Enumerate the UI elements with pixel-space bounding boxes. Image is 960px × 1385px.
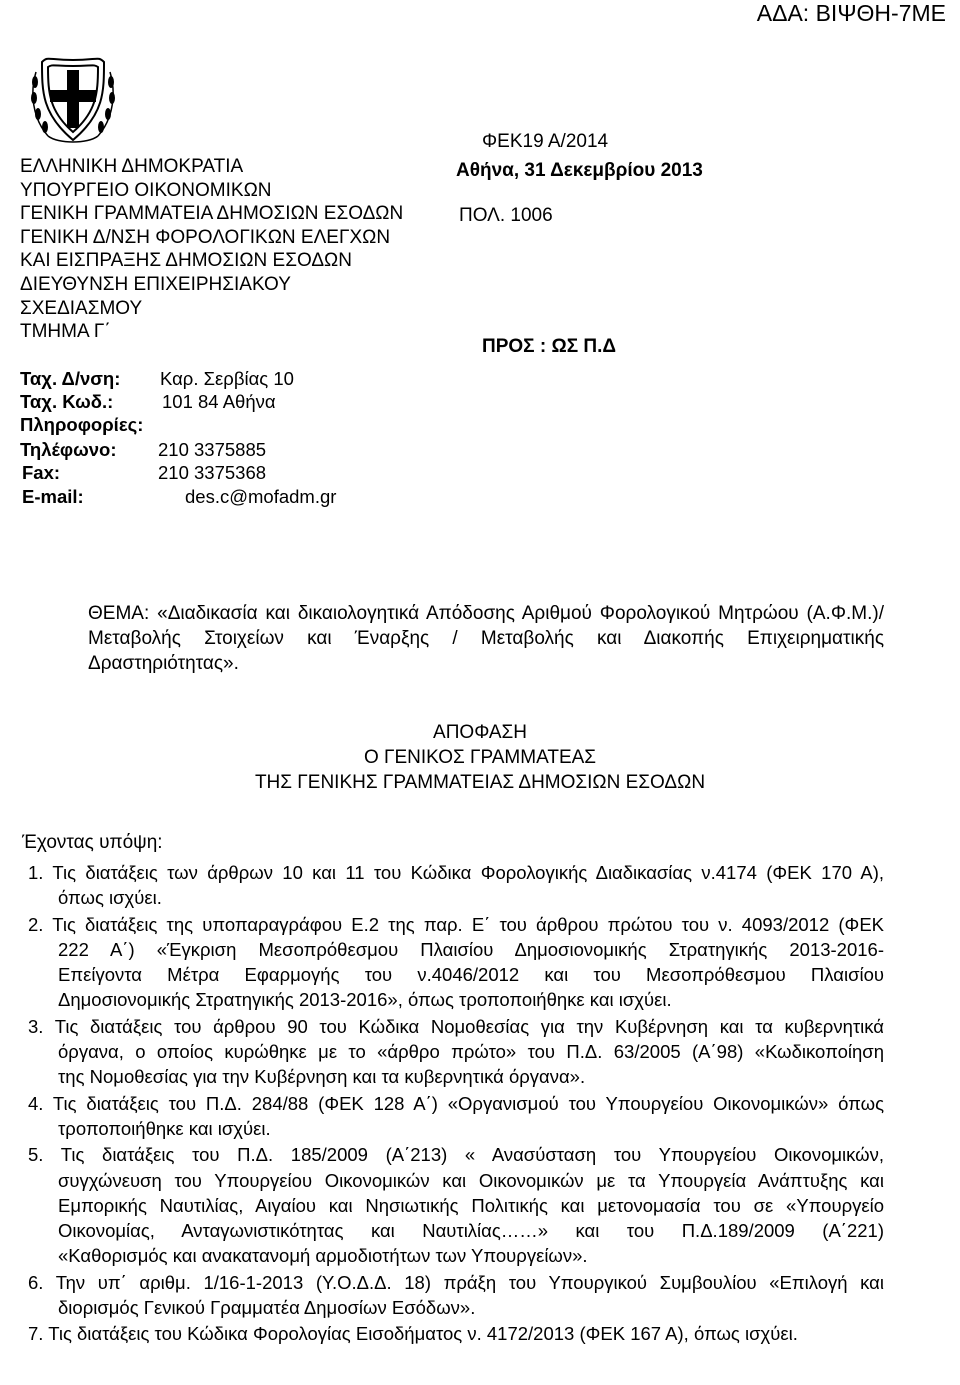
org-line: ΓΕΝΙΚΗ Δ/ΝΣΗ ΦΟΡΟΛΟΓΙΚΩΝ ΕΛΕΓΧΩΝ xyxy=(20,226,391,248)
subject-line: Δραστηριότητας». xyxy=(88,653,239,674)
list-item-line: Οικονομίας, Ανταγωνιστικότητας και Ναυτιλίας……» και του Π.Δ.189/2009 (Α΄221) xyxy=(58,1220,884,1242)
list-item-line: 222 Α΄) «Έγκριση Μεσοπρόθεσμου Πλαισίου Δημοσιονομικής Στρατηγικής 2013-2016- xyxy=(58,938,884,960)
subject-line: ΘΕΜΑ: «Διαδικασία και δικαιολογητικά Απόδοσης Αριθμού Φορολογικού Μητρώου (Α.Φ.Μ.)/ xyxy=(88,603,884,624)
list-item-line: 4. Τις διατάξεις του Π.Δ. 284/88 (ΦΕΚ 128 Α΄) «Οργανισμού του Υπουργείου Οικονομικών» όπως xyxy=(28,1092,884,1114)
list-item-line: 6. Την υπ΄ αριθμ. 1/16-1-2013 (Υ.Ο.Δ.Δ. 18) πράξη του Υπουργικού Συμβουλίου «Επιλογή και xyxy=(28,1271,884,1293)
list-item-line: «Καθορισμός και ανακατανομή αρμοδιοτήτων των Υπουργείων». xyxy=(58,1245,588,1267)
fax-label: Fax: xyxy=(22,462,61,483)
list-item-line: όργανα, ο οποίος κυρώθηκε με το «άρθρο πρώτο» του Π.Δ. 63/2005 (Α΄98) «Κωδικοποίηση xyxy=(58,1041,884,1063)
document-date: Αθήνα, 31 Δεκεμβρίου 2013 xyxy=(456,160,703,181)
list-item xyxy=(28,860,884,911)
org-line: ΓΕΝΙΚΗ ΓΡΑΜΜΑΤΕΙΑ ΔΗΜΟΣΙΩΝ ΕΣΟΔΩΝ xyxy=(20,203,404,225)
decision-line: Ο ΓΕΝΙΚΟΣ ΓΡΑΜΜΑΤΕΑΣ xyxy=(363,747,597,768)
phone-label: Τηλέφωνο: xyxy=(20,439,117,460)
org-line: ΤΜΗΜΑ Γ΄ xyxy=(20,321,111,343)
list-item xyxy=(28,1091,884,1142)
list-item-line: 2. Τις διατάξεις της υποπαραγράφου Ε.2 της παρ. Ε΄ του άρθρου πρώτου του ν. 4093/2012 (ΦΕΚ xyxy=(28,913,884,935)
pol-number: ΠΟΛ. 1006 xyxy=(459,205,553,226)
decision-line: ΤΗΣ ΓΕΝΙΚΗΣ ΓΡΑΜΜΑΤΕΙΑΣ ΔΗΜΟΣΙΩΝ ΕΣΟΔΩΝ xyxy=(254,772,706,793)
list-item xyxy=(28,1142,884,1268)
subject-line: Μεταβολής Στοιχείων και Έναρξης / Μεταβολής και Διακοπής Επιχειρηματικής xyxy=(88,628,884,649)
list-item-line: 5. Τις διατάξεις του Π.Δ. 185/2009 (Α΄213) « Ανασύσταση του Υπουργείου Οικονομικών, xyxy=(28,1144,884,1166)
list-item-line: Δημοσιονομικής Στρατηγικής 2013-2016», όπως τροποποιήθηκε και ισχύει. xyxy=(58,989,672,1011)
list-item-line: διορισμός Γενικού Γραμματέα Δημοσίων Εσόδων». xyxy=(58,1297,476,1319)
decision-line: ΑΠΟΦΑΣΗ xyxy=(433,722,527,743)
list-item-line: Εμπορικής Ναυτιλίας, Αιγαίου και Νησιωτικής Πολιτικής και μετονομασία του σε «Υπουργείο xyxy=(58,1194,884,1216)
org-line: ΔΙΕΥΘΥΝΣΗ ΕΠΙΧΕΙΡΗΣΙΑΚΟΥ xyxy=(20,273,291,295)
list-item xyxy=(28,1014,884,1090)
considerations-list xyxy=(28,860,884,1348)
phone-value: 210 3375885 xyxy=(158,439,267,460)
fax-value: 210 3375368 xyxy=(158,462,267,483)
list-item-line: τροποποιήθηκε και ισχύει. xyxy=(58,1117,271,1139)
list-item xyxy=(28,912,884,1013)
list-item xyxy=(28,1321,884,1346)
organization-header xyxy=(20,155,403,344)
list-item-line: της Νομοθεσίας για την Κυβέρνηση και τα κυβερνητικά όργανα». xyxy=(58,1066,586,1088)
org-line: ΣΧΕΔΙΑΣΜΟΥ xyxy=(20,297,143,319)
postcode-label: Ταχ. Κωδ.: xyxy=(20,391,114,412)
address-value: Καρ. Σερβίας 10 xyxy=(160,368,294,389)
address-label: Ταχ. Δ/νση: xyxy=(20,368,121,389)
org-line: ΥΠΟΥΡΓΕΙΟ ΟΙΚΟΝΟΜΙΚΩΝ xyxy=(20,179,272,201)
recipient: ΠΡΟΣ : ΩΣ Π.Δ xyxy=(482,336,617,357)
considering-label: Έχοντας υπόψη: xyxy=(22,832,163,853)
list-item-line: Επείγοντα Μέτρα Εφαρμογής του ν.4046/2012 και του Μεσοπρόθεσμου Πλαισίου xyxy=(58,964,884,986)
decision-heading xyxy=(0,720,960,795)
list-item-line: συγχώνευση του Υπουργείου Οικονομικών και Οικονομικών με τα Υπουργεία Ανάπτυξης και xyxy=(58,1169,884,1191)
email-label: E-mail: xyxy=(22,486,84,507)
subject xyxy=(88,601,884,676)
list-item-line: 1. Τις διατάξεις των άρθρων 10 και 11 του Κώδικα Φορολογικής Διαδικασίας ν.4174 (ΦΕΚ 170 Α), xyxy=(28,862,884,883)
postcode-value: 101 84 Αθήνα xyxy=(162,391,276,412)
org-line: ΕΛΛΗΝΙΚΗ ΔΗΜΟΚΡΑΤΙΑ xyxy=(20,156,244,177)
ada-code: ΑΔΑ: ΒΙΨΘΗ-7ΜΕ xyxy=(756,0,946,26)
fek-reference: ΦΕΚ19 Α/2014 xyxy=(482,131,609,152)
org-line: ΚΑΙ ΕΙΣΠΡΑΞΗΣ ΔΗΜΟΣΙΩΝ ΕΣΟΔΩΝ xyxy=(20,250,352,272)
list-item-line: όπως ισχύει. xyxy=(58,887,162,909)
info-label: Πληροφορίες: xyxy=(20,414,144,435)
list-item-line: 7. Τις διατάξεις του Κώδικα Φορολογίας Εισοδήματος ν. 4172/2013 (ΦΕΚ 167 Α), όπως ισχύει. xyxy=(28,1323,798,1345)
email-value: des.c@mofadm.gr xyxy=(185,486,337,507)
list-item-line: 3. Τις διατάξεις του άρθρου 90 του Κώδικα Νομοθεσίας για την Κυβέρνηση και τα κυβερνητικά xyxy=(28,1015,884,1037)
coat-of-arms-icon xyxy=(28,52,118,148)
list-item xyxy=(28,1270,884,1321)
